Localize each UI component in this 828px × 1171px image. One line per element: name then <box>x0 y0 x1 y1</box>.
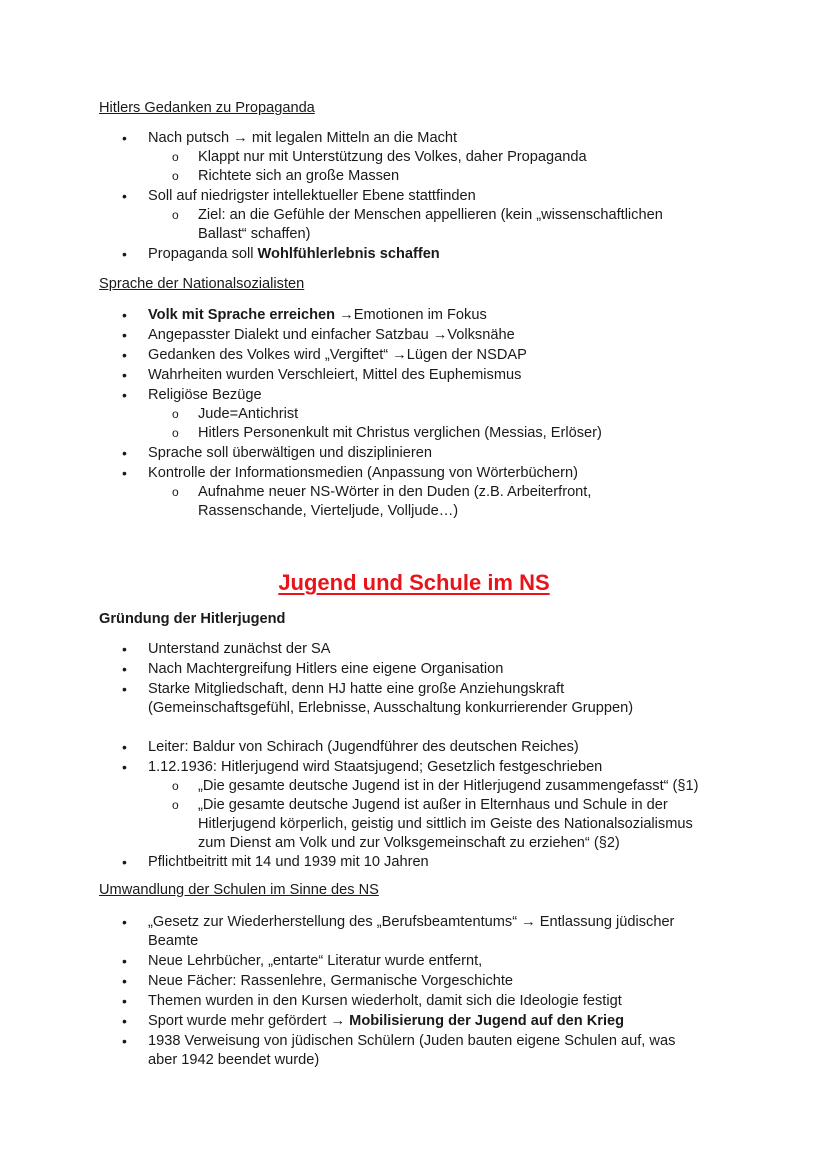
heading-sprache: Sprache der Nationalsozialisten <box>99 276 305 292</box>
list-item: Neue Fächer: Rassenlehre, Germanische Vorgeschichte <box>148 973 514 989</box>
list-item: Unterstand zunächst der SA <box>148 641 331 657</box>
sub-list-item: „Die gesamte deutsche Jugend ist außer in Elternhaus und Schule in der <box>198 797 668 813</box>
list-item: Leiter: Baldur von Schirach (Jugendführer des deutschen Reiches) <box>148 739 579 755</box>
bullet-icon: • <box>122 1033 127 1049</box>
list-item: 1.12.1936: Hitlerjugend wird Staatsjugend; Gesetzlich festgeschrieben <box>148 759 603 775</box>
sub-list-item: Richtete sich an große Massen <box>198 168 400 184</box>
bullet-icon: • <box>122 327 127 343</box>
text-normal: Propaganda soll <box>148 246 258 262</box>
bullet-icon: • <box>122 1013 127 1029</box>
sub-list-item-continued: Ballast“ schaffen) <box>198 226 311 242</box>
list-item: Pflichtbeitritt mit 14 und 1939 mit 10 Jahren <box>148 854 429 870</box>
list-item: Starke Mitgliedschaft, denn HJ hatte eine große Anziehungskraft <box>148 681 565 697</box>
bullet-icon: • <box>122 993 127 1009</box>
circle-bullet-icon: o <box>172 485 179 499</box>
bullet-icon: • <box>122 188 127 204</box>
text-bold: Volk mit Sprache erreichen <box>148 307 336 323</box>
list-item: Nach putsch → mit legalen Mitteln an die Macht <box>148 130 458 146</box>
text-bold: Wohlfühlerlebnis schaffen <box>257 246 440 262</box>
bullet-icon: • <box>122 367 127 383</box>
list-item: Gedanken des Volkes wird „Vergiftet“ →Lügen der NSDAP <box>148 347 527 363</box>
circle-bullet-icon: o <box>172 426 179 440</box>
bullet-icon: • <box>122 347 127 363</box>
bullet-icon: • <box>122 246 127 262</box>
list-item <box>148 245 440 264</box>
list-item-continued: Beamte <box>148 933 199 949</box>
bullet-icon: • <box>122 739 127 755</box>
list-item: Wahrheiten wurden Verschleiert, Mittel des Euphemismus <box>148 367 522 383</box>
bullet-icon: • <box>122 953 127 969</box>
list-item: Soll auf niedrigster intellektueller Ebene stattfinden <box>148 188 476 204</box>
sub-list-item-continued: Hitlerjugend körperlich, geistig und sittlich im Geiste des Nationalsozialismus <box>198 816 693 832</box>
bullet-icon: • <box>122 914 127 930</box>
list-item: Nach Machtergreifung Hitlers eine eigene Organisation <box>148 661 504 677</box>
sub-list-item: Ziel: an die Gefühle der Menschen appellieren (kein „wissenschaftlichen <box>198 207 663 223</box>
list-item: 1938 Verweisung von jüdischen Schülern (Juden bauten eigene Schulen auf, was <box>148 1033 676 1049</box>
sub-list-item: Klappt nur mit Unterstützung des Volkes, daher Propaganda <box>198 149 587 165</box>
list-item-continued: (Gemeinschaftsgefühl, Erlebnisse, Ausschaltung konkurrierender Gruppen) <box>148 700 634 716</box>
page-title: Jugend und Schule im NS <box>278 570 550 595</box>
bullet-icon: • <box>122 681 127 697</box>
sub-list-item-continued: Rassenschande, Vierteljude, Volljude…) <box>198 503 459 519</box>
bullet-icon: • <box>122 854 127 870</box>
circle-bullet-icon: o <box>172 150 179 164</box>
circle-bullet-icon: o <box>172 779 179 793</box>
heading-hitlerjugend: Gründung der Hitlerjugend <box>99 611 286 627</box>
text-normal: Sport wurde mehr gefördert → <box>148 1013 350 1029</box>
list-item <box>148 1012 624 1031</box>
text-normal: →Emotionen im Fokus <box>335 307 487 323</box>
bullet-icon: • <box>122 445 127 461</box>
list-item <box>148 306 487 325</box>
circle-bullet-icon: o <box>172 208 179 222</box>
list-item: „Gesetz zur Wiederherstellung des „Berufsbeamtentums“ → Entlassung jüdischer <box>148 914 675 930</box>
list-item: Neue Lehrbücher, „entarte“ Literatur wurde entfernt, <box>148 953 483 969</box>
bullet-icon: • <box>122 387 127 403</box>
sub-list-item: „Die gesamte deutsche Jugend ist in der Hitlerjugend zusammengefasst“ (§1) <box>198 778 699 794</box>
bullet-icon: • <box>122 661 127 677</box>
list-item: Kontrolle der Informationsmedien (Anpassung von Wörterbüchern) <box>148 465 578 481</box>
heading-propaganda: Hitlers Gedanken zu Propaganda <box>99 100 315 116</box>
sub-list-item: Hitlers Personenkult mit Christus verglichen (Messias, Erlöser) <box>198 425 602 441</box>
sub-list-item: Jude=Antichrist <box>198 406 299 422</box>
list-item-continued: aber 1942 beendet wurde) <box>148 1052 320 1068</box>
circle-bullet-icon: o <box>172 407 179 421</box>
sub-list-item: Aufnahme neuer NS-Wörter in den Duden (z.B. Arbeiterfront, <box>198 484 592 500</box>
bullet-icon: • <box>122 759 127 775</box>
bullet-icon: • <box>122 641 127 657</box>
list-item: Sprache soll überwältigen und disziplinieren <box>148 445 432 461</box>
bullet-icon: • <box>122 307 127 323</box>
bullet-icon: • <box>122 973 127 989</box>
circle-bullet-icon: o <box>172 798 179 812</box>
bullet-icon: • <box>122 465 127 481</box>
bullet-icon: • <box>122 130 127 146</box>
sub-list-item-continued: zum Dienst am Volk und zur Volksgemeinschaft zu erziehen“ (§2) <box>198 835 620 851</box>
list-item: Angepasster Dialekt und einfacher Satzbau →Volksnähe <box>148 327 515 343</box>
list-item: Religiöse Bezüge <box>148 387 262 403</box>
circle-bullet-icon: o <box>172 169 179 183</box>
text-bold: Mobilisierung der Jugend auf den Krieg <box>349 1013 625 1029</box>
list-item: Themen wurden in den Kursen wiederholt, damit sich die Ideologie festigt <box>148 993 622 1009</box>
heading-schulen: Umwandlung der Schulen im Sinne des NS <box>99 882 379 898</box>
